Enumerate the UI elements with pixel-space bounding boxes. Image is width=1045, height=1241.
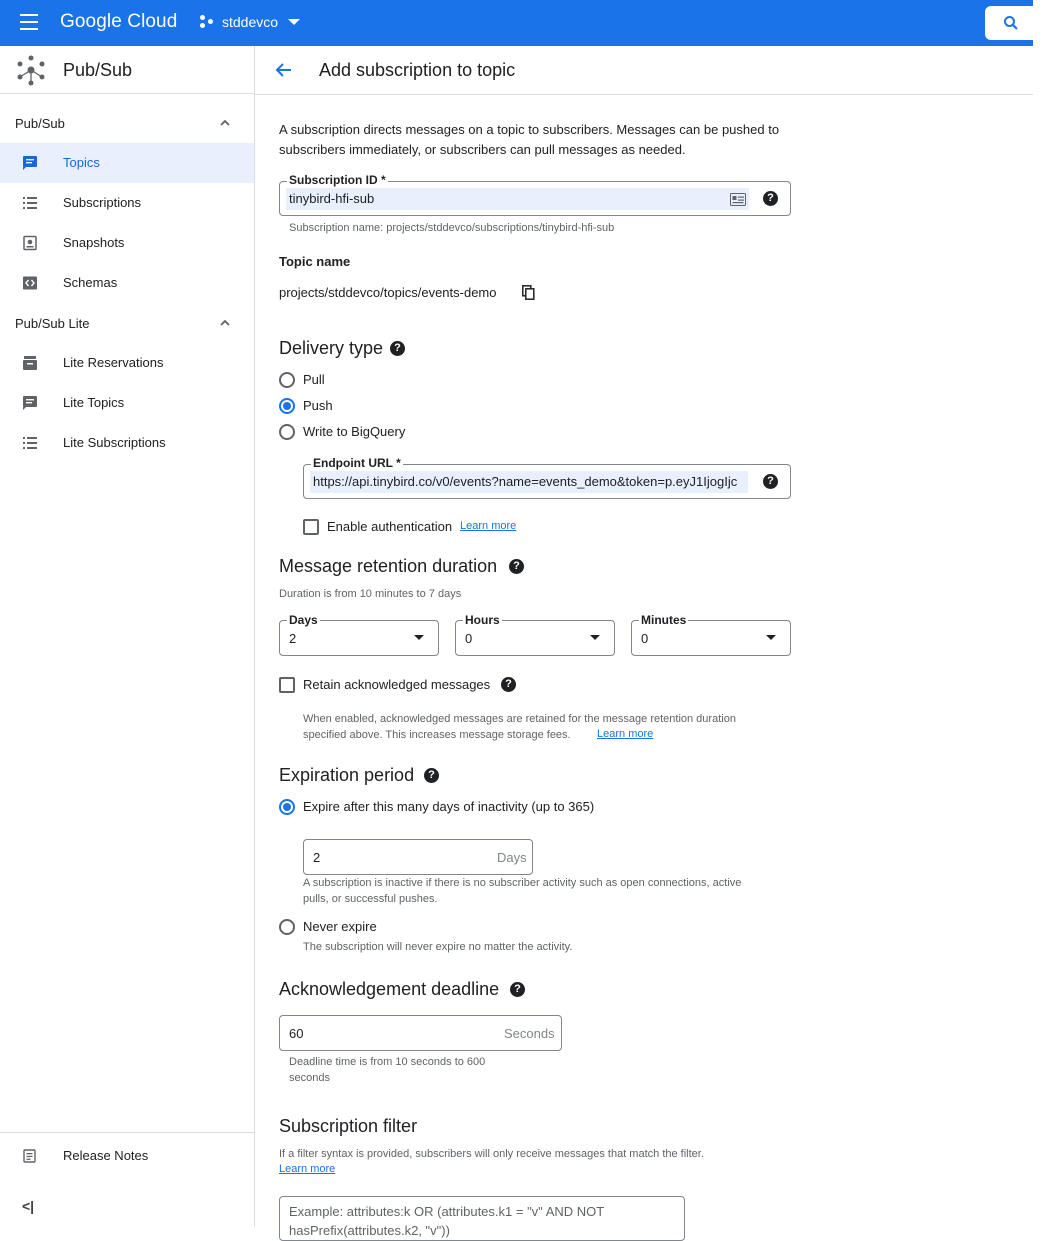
minutes-label: Minutes	[641, 613, 687, 627]
never-expire-radio[interactable]	[279, 919, 295, 935]
retention-heading: Message retention duration	[279, 556, 498, 576]
sidebar-item-lite-topics[interactable]	[0, 383, 254, 423]
help-icon[interactable]: ?	[510, 982, 525, 997]
never-expire-hint: The subscription will never expire no matter the activity.	[303, 941, 573, 953]
topics-icon	[23, 396, 37, 410]
ack-deadline-value: 60	[289, 1026, 304, 1041]
retain-hint-line-1: When enabled, acknowledged messages are retained for the message retention duration	[303, 713, 736, 725]
expire-hint-line-2: pulls, or successful pushes.	[303, 893, 438, 905]
learn-more-link[interactable]: Learn more	[597, 728, 654, 740]
chevron-up-icon	[220, 318, 230, 328]
sidebar-item-label: Lite Topics	[63, 395, 125, 410]
subscription-filter-heading: Subscription filter	[279, 1116, 418, 1136]
sidebar-section-label: Pub/Sub Lite	[15, 316, 90, 331]
google-cloud-logo[interactable]: Google Cloud	[60, 11, 178, 32]
enable-auth-checkbox[interactable]	[303, 519, 319, 535]
ack-deadline-heading: Acknowledgement deadline	[279, 979, 500, 999]
subscription-filter-textarea[interactable]	[279, 1196, 685, 1241]
help-icon[interactable]: ?	[763, 191, 778, 206]
sidebar-section-label: Pub/Sub	[15, 116, 65, 131]
days-suffix: Days	[497, 850, 527, 865]
sidebar-title: Pub/Sub	[63, 60, 133, 80]
sidebar-item-lite-subscriptions[interactable]	[0, 423, 254, 463]
topics-icon	[23, 156, 37, 170]
sidebar-item-label: Snapshots	[63, 235, 125, 250]
chevron-up-icon	[220, 118, 230, 128]
sidebar-item-label: Release Notes	[63, 1148, 149, 1163]
schema-icon	[23, 276, 37, 290]
bigquery-radio[interactable]	[279, 424, 295, 440]
autofill-highlight	[310, 471, 748, 493]
push-radio[interactable]	[279, 398, 295, 414]
minutes-value: 0	[641, 631, 649, 646]
sidebar-item-schemas[interactable]	[0, 263, 254, 303]
project-icon	[200, 14, 216, 30]
retain-acked-label: Retain acknowledged messages	[303, 677, 491, 692]
filter-hint: If a filter syntax is provided, subscribers will only receive messages that match the filter.	[279, 1148, 704, 1160]
retain-hint-line-2: specified above. This increases message storage fees.	[303, 729, 571, 741]
reservations-icon	[23, 356, 37, 370]
back-arrow-icon[interactable]	[275, 61, 293, 79]
filter-placeholder-line-2: hasPrefix(attributes.k2, "v"))	[289, 1223, 450, 1238]
sidebar-item-subscriptions[interactable]	[0, 183, 254, 223]
expire-after-label: Expire after this many days of inactivity (up to 365)	[303, 799, 595, 814]
learn-more-link[interactable]: Learn more	[460, 520, 517, 532]
menu-icon[interactable]	[20, 14, 40, 32]
copy-icon[interactable]	[522, 285, 535, 300]
enable-auth-label: Enable authentication	[327, 519, 453, 534]
collapse-sidebar-button[interactable]: <|	[22, 1198, 35, 1214]
subscription-id-label: Subscription ID *	[289, 173, 386, 187]
expire-after-radio[interactable]	[279, 799, 295, 815]
release-notes-icon	[23, 1149, 37, 1163]
subscription-id-value: tinybird-hfi-sub	[289, 191, 375, 206]
project-selector[interactable]	[200, 14, 300, 30]
filter-placeholder-line-1: Example: attributes:k OR (attributes.k1 = "v" AND NOT	[289, 1204, 605, 1219]
search-button[interactable]	[985, 6, 1045, 40]
ack-hint-line-1: Deadline time is from 10 seconds to 600	[289, 1056, 486, 1068]
hours-value: 0	[465, 631, 473, 646]
sidebar-item-release-notes[interactable]	[0, 1136, 254, 1176]
pubsub-icon	[15, 54, 47, 86]
snapshot-icon	[23, 236, 37, 250]
hours-label: Hours	[465, 613, 500, 627]
list-icon	[23, 196, 37, 210]
ack-deadline-input[interactable]	[279, 1015, 562, 1051]
push-label: Push	[303, 398, 333, 413]
days-label: Days	[289, 613, 318, 627]
help-icon[interactable]: ?	[509, 559, 524, 574]
retention-hint: Duration is from 10 minutes to 7 days	[279, 588, 462, 600]
sidebar-divider	[0, 1132, 254, 1133]
chevron-down-icon	[288, 19, 300, 25]
form-description: A subscription directs messages on a topic to subscribers. Messages can be pushed to subscribers immediately, or subscribers can pull messages as needed.	[279, 122, 780, 157]
expiration-days-input[interactable]	[303, 839, 533, 875]
sidebar-item-label: Subscriptions	[63, 195, 142, 210]
days-value: 2	[289, 631, 297, 646]
pull-label: Pull	[303, 372, 325, 387]
sidebar-item-topics[interactable]	[0, 143, 254, 183]
ack-hint-line-2: seconds	[289, 1072, 330, 1084]
list-icon	[23, 436, 37, 450]
delivery-type-heading: Delivery type	[279, 338, 384, 358]
sidebar-item-lite-reservations[interactable]	[0, 343, 254, 383]
sidebar-item-snapshots[interactable]	[0, 223, 254, 263]
search-icon	[1003, 15, 1019, 31]
project-name: stddevco	[222, 14, 279, 30]
top-bar	[0, 0, 1033, 46]
dropdown-arrow-icon	[766, 635, 776, 640]
page-header	[255, 46, 1033, 95]
bigquery-label: Write to BigQuery	[303, 424, 406, 439]
sidebar-item-label: Lite Reservations	[63, 355, 164, 370]
expiration-heading: Expiration period	[279, 765, 415, 785]
dropdown-arrow-icon	[414, 635, 424, 640]
sidebar	[0, 46, 255, 1227]
page-title: Add subscription to topic	[319, 60, 516, 80]
pull-radio[interactable]	[279, 372, 295, 388]
endpoint-url-label: Endpoint URL *	[313, 456, 401, 470]
sidebar-item-label: Lite Subscriptions	[63, 435, 166, 450]
endpoint-url-value: https://api.tinybird.co/v0/events?name=events_demo&token=p.eyJ1IjogIjc	[313, 474, 738, 489]
expiration-days-value: 2	[313, 850, 321, 865]
retain-acked-checkbox[interactable]	[279, 677, 295, 693]
help-icon[interactable]: ?	[390, 341, 405, 356]
sidebar-item-label: Topics	[63, 155, 100, 170]
topic-name-value: projects/stddevco/topics/events-demo	[279, 285, 497, 300]
never-expire-label: Never expire	[303, 919, 377, 934]
help-icon[interactable]: ?	[424, 768, 439, 783]
seconds-suffix: Seconds	[504, 1026, 555, 1041]
contact-card-icon[interactable]	[730, 193, 746, 206]
expire-hint-line-1: A subscription is inactive if there is no subscriber activity such as open connections, active	[303, 877, 742, 889]
topic-name-label: Topic name	[279, 254, 351, 269]
subscription-name-hint: Subscription name: projects/stddevco/subscriptions/tinybird-hfi-sub	[289, 222, 615, 234]
learn-more-link[interactable]: Learn more	[279, 1163, 336, 1175]
help-icon[interactable]: ?	[501, 677, 516, 692]
sidebar-header	[0, 46, 254, 94]
sidebar-section-pubsub-lite[interactable]	[0, 304, 254, 344]
sidebar-item-label: Schemas	[63, 275, 118, 290]
help-icon[interactable]: ?	[763, 474, 778, 489]
sidebar-section-pubsub[interactable]	[0, 104, 254, 144]
dropdown-arrow-icon	[590, 635, 600, 640]
